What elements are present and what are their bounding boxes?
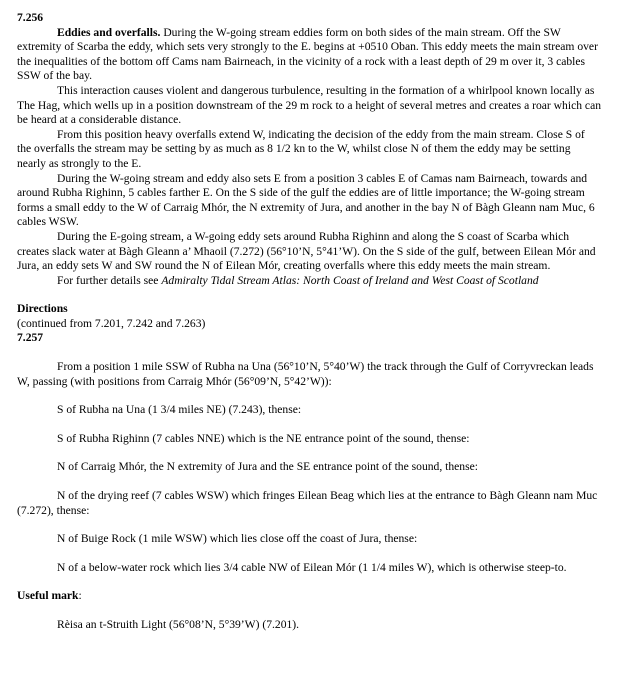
runin-heading: Eddies and overfalls. [57, 25, 161, 39]
directions-section-number: 7.257 [17, 331, 44, 345]
track-step: N of the drying reef (7 cables WSW) which fringes Eilean Beag which lies at the entrance to Bàgh Gleann nam Muc (7.272), thense: [17, 489, 598, 517]
useful-mark-item: Rèisa an t-Struith Light (56°08’N, 5°39’W) (7.201). [57, 618, 300, 631]
directions-heading: Directions [17, 302, 68, 316]
document-page [17, 11, 601, 633]
track-step: N of a below-water rock which lies 3/4 cable NW of Eilean Mór (1 1/4 miles W), which is otherwise steep-to. [57, 560, 567, 574]
useful-mark-colon: : [78, 589, 82, 603]
further-details-prefix: For further details see [57, 273, 162, 287]
paragraph-eddies-intro [17, 26, 601, 84]
track-step: S of Rubha na Una (1 3/4 miles NE) (7.243), thense: [57, 403, 302, 417]
paragraph-overfalls: From this position heavy overfalls extend W, indicating the decision of the eddy from the main stream. Close S of the overfalls the stream may be setting by as much as 8 1/2 kn to the W, whilst close N of them the eddy may be setting nearly as strongly to the E. [17, 127, 585, 170]
directions-continued: (continued from 7.201, 7.242 and 7.263) [17, 316, 206, 330]
useful-mark-heading-line [17, 589, 601, 604]
paragraph-further-details [17, 274, 601, 289]
paragraph-w-going-eddy: During the W-going stream and eddy also sets E from a position 3 cables E of Camas nam Bairneach, towards and around Rubha Righinn, 5 cables farther E. On the S side of the gulf the eddies are of little importance; the W-going stream forms a small eddy to the W of Carraig Mhór, the N extremity of Jura, and another in the bay N of Bàgh Gleann nam Muc, 6 cables WSW. [17, 171, 595, 229]
track-step: N of Carraig Mhór, the N extremity of Jura and the SE entrance point of the sound, thense: [57, 460, 478, 474]
paragraph-the-hag: This interaction causes violent and dangerous turbulence, resulting in the formation of a whirlpool known locally as The Hag, which wells up in a position downstream of the 29 m rock to a height of several metres and creates a roar which can be heard at a considerable distance. [17, 83, 602, 127]
directions-intro: From a position 1 mile SSW of Rubha na Una (56°10’N, 5°40’W) the track through the Gulf of Corryvreckan leads W, passing (with positions from Carraig Mhór (56°09’N, 5°42’W)): [17, 360, 594, 388]
atlas-title: Admiralty Tidal Stream Atlas: North Coast of Ireland and West Coast of Scotland [161, 273, 539, 287]
section-number: 7.256 [17, 11, 44, 24]
track-step: N of Buige Rock (1 mile WSW) which lies close off the coast of Jura, thense: [57, 532, 418, 546]
paragraph-text: During the W-going stream eddies form on both sides of the main stream. Off the SW extremity of Scarba the eddy, which sets very strongly to the E. begins at +0510 Oban. This eddy meets the main stream over the inequalities of the bottom off Cams nam Bairneach, in the vicinity of a rock with a least depth of 29 m over it, 3 cables SSW of the bay. [17, 25, 598, 83]
useful-mark-heading: Useful mark [17, 589, 79, 603]
track-step: S of Rubha Righinn (7 cables NNE) which is the NE entrance point of the sound, thense: [57, 431, 470, 445]
paragraph-e-going-eddy: During the E-going stream, a W-going eddy sets around Rubha Righinn and along the S coast of Scarba which creates slack water at Bàgh Gleann a’ Mhaoil (7.272) (56°10’N, 5°41’W). On the S side of the gulf, between Eilean Mór and Jura, an eddy sets W and SW round the N of Eilean Mór, creating overfalls where this eddy meets the main stream. [17, 229, 596, 273]
